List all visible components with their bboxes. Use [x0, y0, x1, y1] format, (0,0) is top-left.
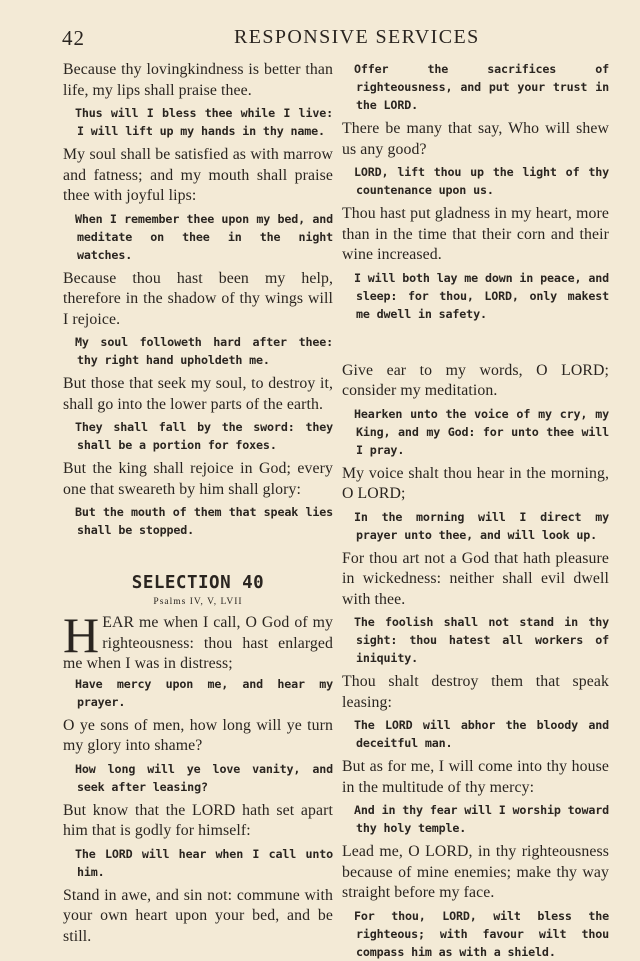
response: LORD, lift thou up the light of thy countenance upon us.	[354, 165, 609, 197]
first-word-rest: EAR	[102, 614, 135, 631]
response: In the morning will I direct my prayer unto thee, and will look up.	[354, 509, 609, 542]
running-title: RESPONSIVE SERVICES	[234, 26, 480, 48]
response: But the mouth of them that speak lies shall be stopped.	[75, 505, 333, 537]
opening-verse-text: me when I call, O God of my righteousness: thou hast enlarged me when I was in distress;	[63, 614, 333, 672]
verse: Thou hast put gladness in my heart, more than in the time that their corn and their wine increased.	[342, 205, 609, 263]
response: Have mercy upon me, and hear my prayer.	[75, 676, 333, 709]
verse: O ye sons of men, how long will ye turn my glory into shame?	[63, 716, 333, 754]
verse: But those that seek my soul, to destroy it, shall go into the lower parts of the earth.	[63, 375, 333, 413]
verse: Give ear to my words, O LORD; consider my meditation.	[342, 361, 609, 399]
verse: Because thy lovingkindness is better than life, my lips shall praise thee.	[63, 61, 333, 99]
page-header	[62, 26, 614, 54]
response: How long will ye love vanity, and seek after leasing?	[75, 761, 333, 794]
verse: But know that the LORD hath set apart him that is godly for himself:	[63, 801, 333, 839]
verse: But the king shall rejoice in God; every one that sweareth by him shall glory:	[63, 460, 333, 498]
verse: For thou art not a God that hath pleasure in wickedness: neither shall evil dwell with thee.	[342, 549, 609, 608]
verse: Stand in awe, and sin not: commune with your own heart upon your bed, and be still.	[63, 886, 333, 945]
left-column	[63, 60, 333, 947]
selection-heading: SELECTION 40	[131, 573, 265, 593]
response: And in thy fear will I worship toward thy holy temple.	[354, 803, 609, 835]
opening-verse	[63, 607, 333, 675]
response: The LORD will hear when I call unto him.	[75, 846, 333, 879]
page-number: 42	[62, 26, 85, 50]
verse: My soul shall be satisfied as with marrow and fatness; and my mouth shall praise thee with joyful lips:	[63, 146, 333, 204]
response: Hearken unto the voice of my cry, my King, and my God: for unto thee will I pray.	[354, 406, 609, 457]
response: Offer the sacrifices of righteousness, and put your trust in the LORD.	[354, 62, 609, 112]
response: For thou, LORD, wilt bless the righteous; with favour wilt thou compass him as with a shield.	[354, 908, 609, 959]
drop-cap: H	[63, 607, 100, 663]
response: My soul followeth hard after thee: thy right hand upholdeth me.	[75, 335, 333, 367]
selection-source: Psalms IV, V, LVII	[153, 597, 243, 607]
verse: But as for me, I will come into thy house in the multitude of thy mercy:	[342, 758, 609, 796]
verse: There be many that say, Who will shew us any good?	[342, 120, 609, 158]
verse: My voice shalt thou hear in the morning, O LORD;	[342, 464, 609, 502]
right-column	[342, 60, 609, 961]
response: They shall fall by the sword: they shall be a portion for foxes.	[75, 420, 333, 452]
verse: Thou shalt destroy them that speak leasing:	[342, 673, 609, 711]
response: When I remember thee upon my bed, and meditate on thee in the night watches.	[75, 211, 333, 262]
response: The LORD will abhor the bloody and deceitful man.	[354, 718, 609, 750]
response: Thus will I bless thee while I live: I will lift up my hands in thy name.	[75, 106, 333, 138]
verse: Lead me, O LORD, in thy righteousness because of mine enemies; make thy way straight before my face.	[342, 843, 609, 901]
response: The foolish shall not stand in thy sight: thou hatest all workers of iniquity.	[354, 615, 609, 665]
section-break	[342, 323, 609, 361]
verse: Because thou hast been my help, therefore in the shadow of thy wings will I rejoice.	[63, 269, 333, 328]
response: I will both lay me down in peace, and sleep: for thou, LORD, only makest me dwell in safety.	[354, 270, 609, 321]
